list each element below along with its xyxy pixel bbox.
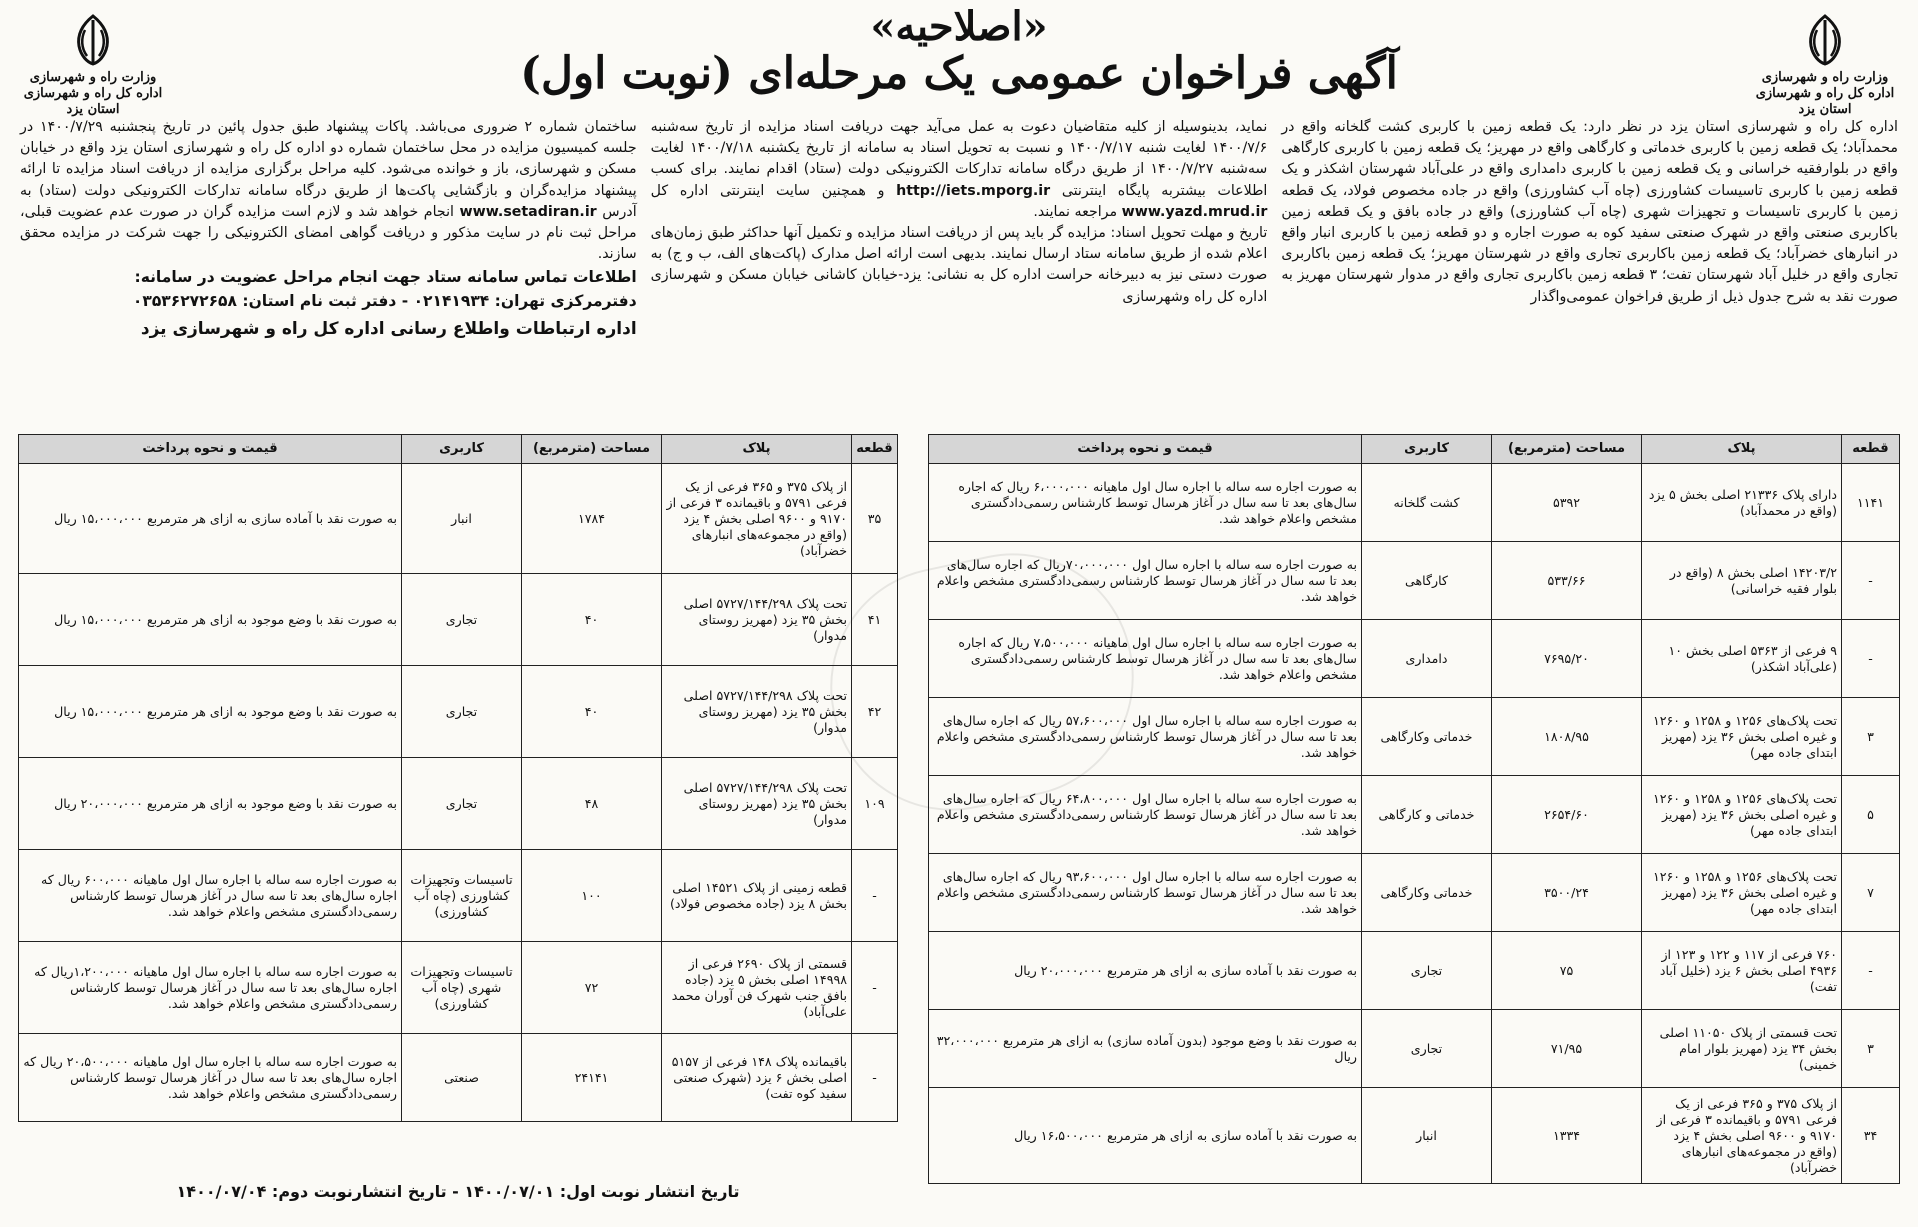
opening-text-2: انجام خواهد شد و لازم است مزایده گران در صورت عدم عضویت قبلی، مراحل ثبت نام در سایت مذکور و دریافت گواهی امضای الکترونیکی را جهت شرکت در مزایده محقق سازند. [19,203,637,263]
yazd-link[interactable]: www.yazd.mrud.ir [1121,203,1268,220]
cell-karbari: تجاری [1362,932,1492,1010]
cell-masahat: ۱۷۸۴ [522,464,662,574]
office-name: اداره ارتباطات واطلاع رسانی اداره کل راه و شهرسازی یزد [140,319,637,340]
deadline-text-3: مراجعه نمایند. [1033,203,1118,220]
header [200,4,1718,100]
cell-price: به صورت نقد با آماده سازی به ازای هر مترمربع ۱۵،۰۰۰،۰۰۰ ریال [19,464,402,574]
body-text-columns [20,117,1898,417]
cell-pelak: ۹ فرعی از ۵۳۶۳ اصلی بخش ۱۰ (علی‌آباد اشکذر) [1642,620,1842,698]
cell-karbari: تجاری [402,574,522,666]
table-row [929,464,1900,542]
announcement-title: آگهی فراخوان عمومی یک مرحله‌ای (نوبت اول) [520,48,1398,99]
cell-masahat: ۲۶۵۴/۶۰ [1492,776,1642,854]
cell-karbari: خدماتی وکارگاهی [1362,698,1492,776]
cell-price: به صورت اجاره سه ساله با اجاره سال اول ۵۷،۶۰۰،۰۰۰ ریال که اجاره سال‌های بعد تا سه سال در آغاز هرسال توسط کارشناس رسمی‌دادگستری مشخص واعلام خواهد شد. [929,698,1362,776]
cell-price: به صورت اجاره سه ساله با اجاره سال اول ماهیانه ۲۰،۵۰۰،۰۰۰ ریال که اجاره سال‌های بعد تا سه سال در آغاز هرسال توسط کارشناس رسمی‌دادگستری مشخص واعلام خواهد شد. [19,1034,402,1122]
cell-karbari: تاسیسات وتجهیزات شهری (چاه آب کشاورزی) [402,942,522,1034]
cell-masahat: ۷۵ [1492,932,1642,1010]
table-row [929,776,1900,854]
cell-karbari: خدماتی وکارگاهی [1362,854,1492,932]
cell-karbari: صنعتی [402,1034,522,1122]
table-header-row [929,435,1900,464]
table-row [19,850,898,942]
cell-qeteh: ۳۴ [1842,1088,1900,1184]
cell-karbari: تاسیسات وتجهیزات کشاورزی (چاه آب کشاورزی) [402,850,522,942]
cell-masahat: ۱۸۰۸/۹۵ [1492,698,1642,776]
org-emblem-left [18,10,168,118]
cell-karbari: تجاری [1362,1010,1492,1088]
table-row [19,942,898,1034]
cell-price: به صورت اجاره سه ساله با اجاره سال اول ماهیانه ۶۰۰،۰۰۰ ریال که اجاره سال‌های بعد تا سه سال در آغاز هرسال توسط کارشناس رسمی‌دادگستری مشخص واعلام خواهد شد. [19,850,402,942]
cell-qeteh: - [1842,542,1900,620]
cell-qeteh: ۳ [1842,698,1900,776]
header-pelak: پلاک [662,435,852,464]
cell-qeteh: ۳ [1842,1010,1900,1088]
cell-pelak: قطعه زمینی از پلاک ۱۴۵۲۱ اصلی بخش ۸ یزد (جاده مخصوص فولاد) [662,850,852,942]
cell-karbari: دامداری [1362,620,1492,698]
header-price: قیمت و نحوه پرداخت [19,435,402,464]
publication-dates: تاریخ انتشار نوبت اول: ۱۴۰۰/۰۷/۰۱ - تاریخ انتشارنوبت دوم: ۱۴۰۰/۰۷/۰۴ [176,1182,740,1201]
cell-masahat: ۴۰ [522,574,662,666]
table-row [929,1010,1900,1088]
body-column-right [1281,117,1898,417]
cell-masahat: ۷۱/۹۵ [1492,1010,1642,1088]
cell-karbari: تجاری [402,666,522,758]
cell-price: به صورت نقد با آماده سازی به ازای هر مترمربع ۲۰،۰۰۰،۰۰۰ ریال [929,932,1362,1010]
cell-pelak: ۷۶۰ فرعی از ۱۱۷ و ۱۲۲ و ۱۲۳ از ۴۹۳۶ اصلی بخش ۶ یزد (خلیل آباد تفت) [1642,932,1842,1010]
cell-price: به صورت اجاره سه ساله با اجاره سال اول ۷۰،۰۰۰،۰۰۰ریال که اجاره سال‌های بعد تا سه سال در آغاز هرسال توسط کارشناس رسمی‌دادگستری مشخص واعلام خواهد شد. [929,542,1362,620]
header-karbari: کاربری [402,435,522,464]
delivery-paragraph: تاریخ و مهلت تحویل اسناد: مزایده گر باید پس از دریافت اسناد مزایده و تکمیل آنها حداکثر طبق زمان‌های اعلام شده از طریق سامانه ستاد ارسال نمایند. بدیهی است ارائه اصل مدارک (پاکت‌های الف، ب و ج) به صورت دستی نیز به دبیرخانه حراست اداره کل به نشانی: یزد-خیابان کاشانی خیابان مسکن و شهرسازی اداره کل راه وشهرسازی [650,225,1268,305]
cell-price: به صورت نقد با وضع موجود به ازای هر مترمربع ۲۰،۰۰۰،۰۰۰ ریال [19,758,402,850]
parcels-table-right [928,434,1900,1184]
deadline-text: نماید، بدینوسیله از کلیه متقاضیان دعوت به عمل می‌آید جهت دریافت اسناد مزایده از تاریخ سه‌شنبه ۱۴۰۰/۷/۶ لغایت شنبه ۱۴۰۰/۷/۱۷ و نسبت به تحویل اسناد به سامانه از تاریخ یکشنبه ۱۴۰۰/۷/۱۸ لغایت سه‌شنبه ۱۴۰۰/۷/۲۷ از طریق درگاه سامانه تدارکات الکترونیکی دولت (ستاد) اقدام نمایند. برای کسب اطلاعات بیشتربه پایگاه اینترنتی [650,119,1268,199]
contact-line: دفترمرکزی تهران: ۰۲۱۴۱۹۳۴ - دفتر ثبت نام استان: ۰۳۵۳۶۲۷۲۶۵۸ [132,292,637,311]
org-line1: وزارت راه و شهرسازی [1761,70,1889,85]
cell-karbari: کارگاهی [1362,542,1492,620]
cell-karbari: انبار [402,464,522,574]
cell-qeteh: ۴۱ [852,574,898,666]
header-masahat: مساحت (مترمربع) [522,435,662,464]
cell-karbari: انبار [1362,1088,1492,1184]
cell-qeteh: ۴۲ [852,666,898,758]
cell-qeteh: ۱۱۴۱ [1842,464,1900,542]
cell-pelak: باقیمانده پلاک ۱۴۸ فرعی از ۵۱۵۷ اصلی بخش ۶ یزد (شهرک صنعتی سفید کوه تفت) [662,1034,852,1122]
table-header-row [19,435,898,464]
cell-price: به صورت نقد با وضع موجود به ازای هر مترمربع ۱۵،۰۰۰،۰۰۰ ریال [19,666,402,758]
correction-title: «اصلاحیه» [870,3,1048,50]
setad-link[interactable]: www.setadiran.ir [459,203,597,220]
header-pelak: پلاک [1642,435,1842,464]
cell-masahat: ۷۶۹۵/۲۰ [1492,620,1642,698]
cell-karbari: کشت گلخانه [1362,464,1492,542]
cell-masahat: ۳۵۰۰/۲۴ [1492,854,1642,932]
cell-pelak: از پلاک ۳۷۵ و ۳۶۵ فرعی از یک فرعی ۵۷۹۱ و باقیمانده ۳ فرعی از ۹۱۷۰ و ۹۶۰۰ اصلی بخش ۴ یزد (واقع در مجموعه‌های انبارهای خضرآباد) [662,464,852,574]
cell-price: به صورت اجاره سه ساله با اجاره سال اول ۶۴،۸۰۰،۰۰۰ ریال که اجاره سال‌های بعد تا سه سال در آغاز هرسال توسط کارشناس رسمی‌دادگستری مشخص واعلام خواهد شد. [929,776,1362,854]
header-qeteh: قطعه [852,435,898,464]
cell-qeteh: - [852,1034,898,1122]
cell-qeteh: - [1842,620,1900,698]
cell-masahat: ۱۳۳۴ [1492,1088,1642,1184]
cell-pelak: تحت قسمتی از پلاک ۱۱۰۵۰ اصلی بخش ۳۴ یزد (مهریز بلوار امام خمینی) [1642,1010,1842,1088]
cell-price: به صورت اجاره سه ساله با اجاره سال اول ماهیانه ۶،۰۰۰،۰۰۰ ریال که اجاره سال‌های بعد تا سه سال در آغاز هرسال توسط کارشناس رسمی‌دادگستری مشخص واعلام خواهد شد. [929,464,1362,542]
cell-price: به صورت اجاره سه ساله با اجاره سال اول ۹۳،۶۰۰،۰۰۰ ریال که اجاره سال‌های بعد تا سه سال در آغاز هرسال توسط کارشناس رسمی‌دادگستری مشخص واعلام خواهد شد. [929,854,1362,932]
contact-title: اطلاعات تماس سامانه ستاد جهت انجام مراحل عضویت در سامانه: [134,268,637,287]
cell-masahat: ۵۳۳/۶۶ [1492,542,1642,620]
cell-pelak: تحت پلاک‌های ۱۲۵۶ و ۱۲۵۸ و ۱۲۶۰ و غیره اصلی بخش ۳۶ یزد (مهریز ابتدای جاده مهر) [1642,776,1842,854]
body-column-left [20,117,637,417]
cell-pelak: تحت پلاک ۵۷۲۷/۱۴۴/۲۹۸ اصلی بخش ۳۵ یزد (مهریز روستای مدوار) [662,666,852,758]
cell-karbari: تجاری [402,758,522,850]
table-row [929,620,1900,698]
intro-paragraph: اداره کل راه و شهرسازی استان یزد در نظر دارد: یک قطعه زمین با کاربری کشت گلخانه واقع در محمدآباد؛ یک قطعه زمین با کاربری خدماتی و کارگاهی واقع در مهریز؛ یک قطعه زمین با کاربری کارگاهی واقع در بلوارفقیه خراسانی و یک قطعه زمین با کاربری دامداری واقع در علی‌آباد شهرستان اشکذر و یک قطعه زمین با کاربری تاسیسات کشاورزی (چاه آب کشاورزی) واقع در جاده مخصوص فولاد، یک قطعه زمین با کاربری تاسیسات و تجهیزات شهری (چاه آب کشاورزی) واقع در جاده بافق و یک قطعه زمین باکاربری صنعتی واقع در شهرک صنعتی سفید کوه به صورت اجاره و دو قطعه زمین با کاربری انبار واقع در انبارهای خضرآباد؛ یک قطعه زمین باکاربری تجاری واقع در شهرستان مهریز؛ یک قطعه زمین باکاربری تجاری واقع در خلیل آباد شهرستان تفت؛ ۳ قطعه زمین باکاربری تجاری واقع در مدوار شهرستان مهریز به صورت نقد به شرح جدول ذیل از طریق فراخوان عمومی‌واگذار [1281,119,1898,305]
table-row [19,666,898,758]
cell-pelak: قسمتی از پلاک ۲۶۹۰ فرعی از ۱۴۹۹۸ اصلی بخش ۵ یزد (جاده بافق جنب شهرک فن آوران محمد علی‌آباد) [662,942,852,1034]
opening-text: ساختمان شماره ۲ ضروری می‌باشد. پاکات پیشنهاد طبق جدول پائین در تاریخ پنجشنبه ۱۴۰۰/۷/۲۹ در جلسه کمیسیون مزایده در محل ساختمان شماره دو اداره کل راه و شهرسازی استان یزد واقع در خیابان مسکن و شهرسازی، باز و خوانده می‌شود. کلیه مراحل برگزاری مزایده از دریافت اسناد مزایده تا ارائه پیشنهاد مزایده‌گران و بازگشایی پاکت‌ها از طریق درگاه سامانه تدارکات الکترونیکی دولت (ستاد) به آدرس [19,119,637,220]
iran-emblem-icon [63,10,123,70]
cell-qeteh: ۵ [1842,776,1900,854]
table-row [929,542,1900,620]
cell-pelak: تحت پلاک‌های ۱۲۵۶ و ۱۲۵۸ و ۱۲۶۰ و غیره اصلی بخش ۳۶ یزد (مهریز ابتدای جاده مهر) [1642,698,1842,776]
org-line2: اداره کل راه و شهرسازی استان یزد [1755,86,1895,117]
header-masahat: مساحت (مترمربع) [1492,435,1642,464]
table-row [929,1088,1900,1184]
cell-masahat: ۲۴۱۴۱ [522,1034,662,1122]
opening-paragraph [20,117,637,265]
cell-qeteh: - [1842,932,1900,1010]
deadline-text-2: و همچنین سایت اینترنتی اداره کل [650,182,885,199]
cell-masahat: ۴۸ [522,758,662,850]
iets-link[interactable]: http://iets.mporg.ir [896,182,1051,199]
header-karbari: کاربری [1362,435,1492,464]
cell-pelak: ۱۴۲۰۳/۲ اصلی بخش ۸ (واقع در بلوار فقیه خراسانی) [1642,542,1842,620]
cell-qeteh: ۷ [1842,854,1900,932]
cell-price: به صورت نقد با وضع موجود (بدون آماده سازی) به ازای هر مترمربع ۳۲،۰۰۰،۰۰۰ ریال [929,1010,1362,1088]
body-column-middle [651,117,1268,417]
deadline-paragraph [651,117,1268,223]
cell-masahat: ۱۰۰ [522,850,662,942]
table-row [929,698,1900,776]
cell-qeteh: ۳۵ [852,464,898,574]
iran-emblem-icon [1795,10,1855,70]
cell-qeteh: ۱۰۹ [852,758,898,850]
parcels-table-left [18,434,898,1122]
table-row [929,932,1900,1010]
cell-pelak: تحت پلاک‌های ۱۲۵۶ و ۱۲۵۸ و ۱۲۶۰ و غیره اصلی بخش ۳۶ یزد (مهریز ابتدای جاده مهر) [1642,854,1842,932]
cell-price: به صورت نقد با آماده سازی به ازای هر مترمربع ۱۶،۵۰۰،۰۰۰ ریال [929,1088,1362,1184]
cell-pelak: از پلاک ۳۷۵ و ۳۶۵ فرعی از یک فرعی ۵۷۹۱ و باقیمانده ۳ فرعی از ۹۱۷۰ و ۹۶۰۰ اصلی بخش ۴ یزد (واقع در مجموعه‌های انبارهای خضرآباد) [1642,1088,1842,1184]
cell-qeteh: - [852,942,898,1034]
table-row [19,758,898,850]
cell-price: به صورت اجاره سه ساله با اجاره سال اول ماهیانه ۱،۲۰۰،۰۰۰ریال که اجاره سال‌های بعد تا سه سال در آغاز هرسال توسط کارشناس رسمی‌دادگستری مشخص واعلام خواهد شد. [19,942,402,1034]
cell-pelak: تحت پلاک ۵۷۲۷/۱۴۴/۲۹۸ اصلی بخش ۳۵ یزد (مهریز روستای مدوار) [662,758,852,850]
cell-price: به صورت اجاره سه ساله با اجاره سال اول ماهیانه ۷،۵۰۰،۰۰۰ ریال که اجاره سال‌های بعد تا سه سال در آغاز هرسال توسط کارشناس رسمی‌دادگستری مشخص واعلام خواهد شد. [929,620,1362,698]
cell-price: به صورت نقد با وضع موجود به ازای هر مترمربع ۱۵،۰۰۰،۰۰۰ ریال [19,574,402,666]
cell-pelak: تحت پلاک ۵۷۲۷/۱۴۴/۲۹۸ اصلی بخش ۳۵ یزد (مهریز روستای مدوار) [662,574,852,666]
org-line2: اداره کل راه و شهرسازی استان یزد [23,86,163,117]
cell-masahat: ۴۰ [522,666,662,758]
cell-pelak: دارای پلاک ۲۱۳۳۶ اصلی بخش ۵ یزد (واقع در محمدآباد) [1642,464,1842,542]
table-row [19,574,898,666]
header-qeteh: قطعه [1842,435,1900,464]
header-price: قیمت و نحوه پرداخت [929,435,1362,464]
table-row [19,1034,898,1122]
cell-masahat: ۷۲ [522,942,662,1034]
cell-karbari: خدماتی و کارگاهی [1362,776,1492,854]
org-line1: وزارت راه و شهرسازی [29,70,157,85]
table-row [929,854,1900,932]
cell-qeteh: - [852,850,898,942]
table-row [19,464,898,574]
org-emblem-right [1750,10,1900,118]
cell-masahat: ۵۳۹۲ [1492,464,1642,542]
